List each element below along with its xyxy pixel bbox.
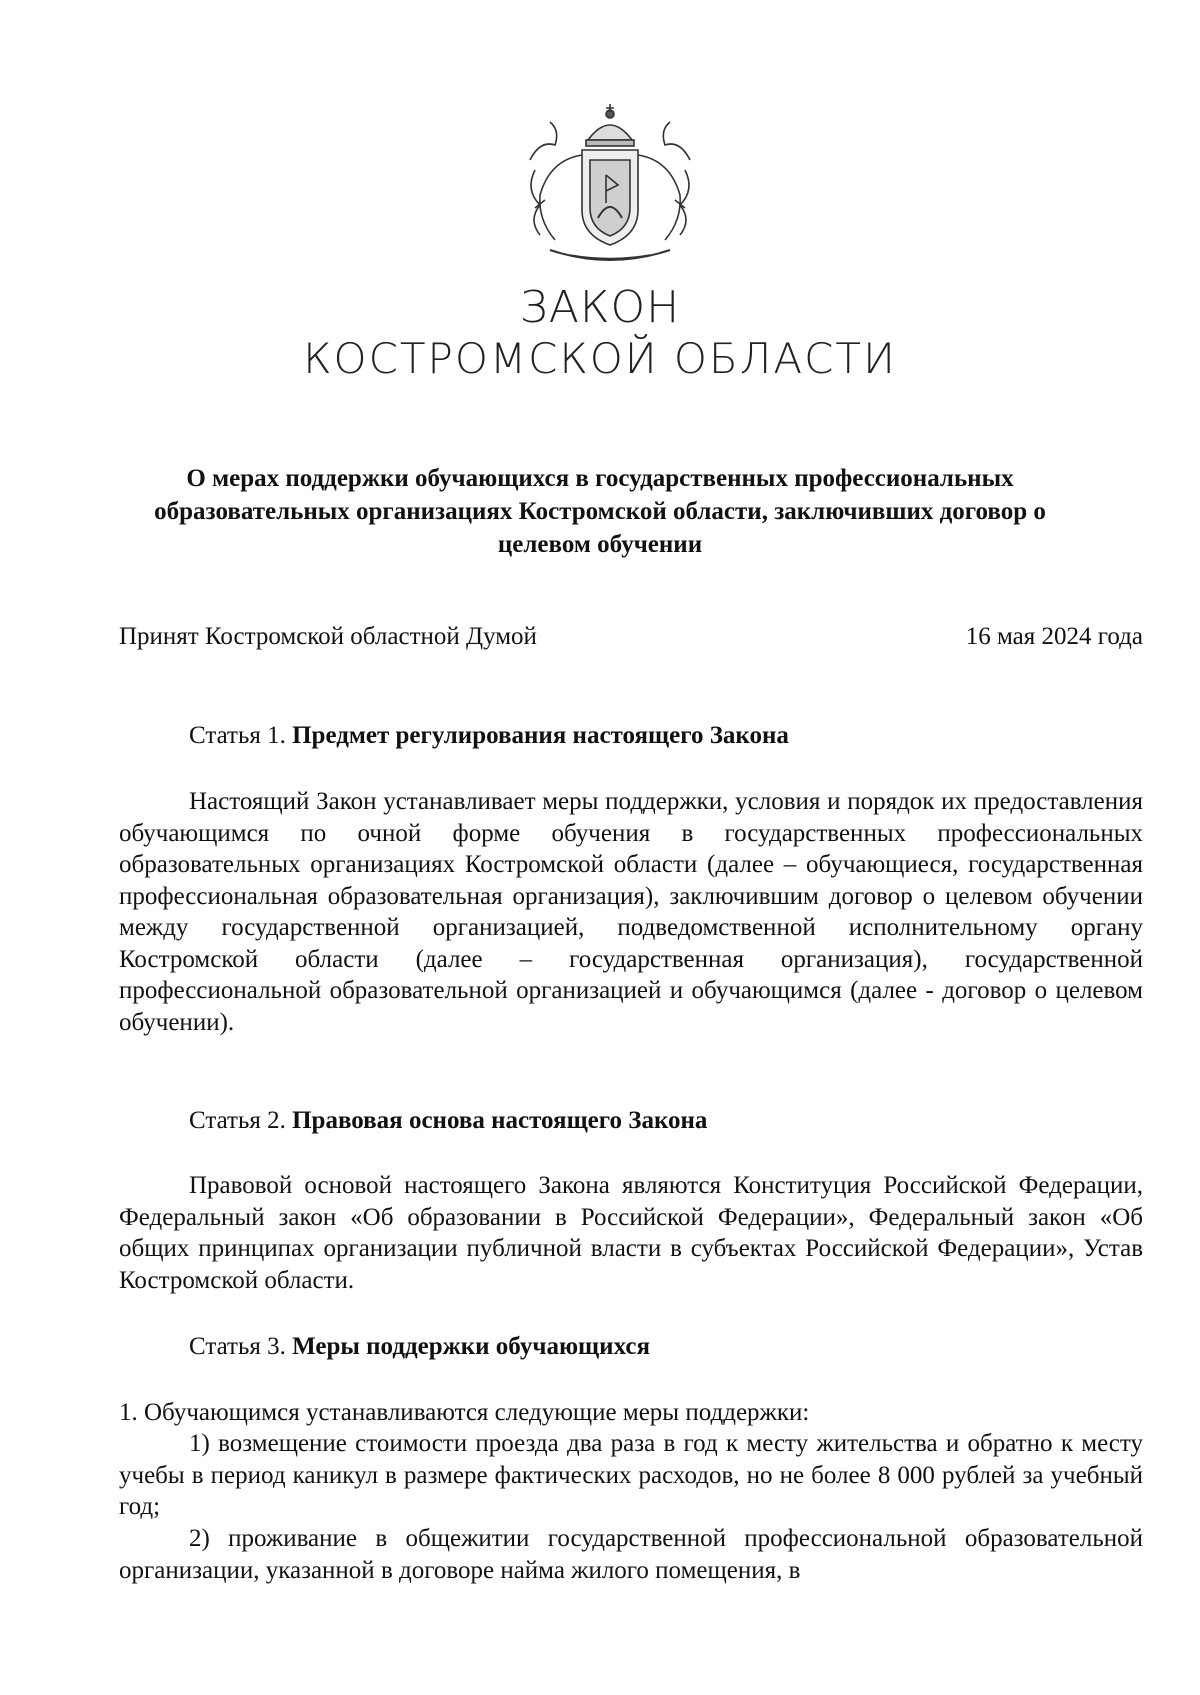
article-3-title: Меры поддержки обучающихся [292, 1333, 650, 1360]
article-2-title: Правовая основа настоящего Закона [292, 1107, 708, 1134]
adopted-by: Принят Костромской областной Думой [119, 623, 537, 650]
article-3-item-2: 1) возмещение стоимости проезда два раза в год к месту жительства и обратно к месту учебы в период каникул в размере фактических расходов, но не более 8 000 рублей за учебный год; [119, 1430, 1143, 1520]
article-2-number: Статья 2. [189, 1107, 286, 1134]
article-3-number: Статья 3. [189, 1333, 286, 1360]
law-title: ЗАКОН [519, 282, 681, 333]
adoption-date: 16 мая 2024 года [965, 623, 1143, 650]
article-1-text: Настоящий Закон устанавливает меры поддержки, условия и порядок их предоставления обучающимся по очной форме обучения в государственных профессиональных образовательных организациях Костромской области (далее – обучающиеся, государственная профессиональная образовательная организация), заключившим договор о целевом обучении между государственной организацией, подведомственной исполнительному органу Костромской области (далее – государственная организация), государственной профессиональной образовательной организацией и обучающимся (далее - договор о целевом обучении). [119, 788, 1143, 1036]
article-1-number: Статья 1. [189, 722, 286, 749]
article-3-item-1: 1. Обучающимся устанавливаются следующие меры поддержки: [119, 1399, 810, 1426]
document-title: О мерах поддержки обучающихся в государственных профессиональных образовательных организациях Костромской области, заключивших договор о целевом обучении [154, 465, 1046, 558]
adoption-line [119, 623, 1143, 651]
article-3-item-3: 2) проживание в общежитии государственной профессиональной образовательной организации, указанной в договоре найма жилого помещения, в [119, 1525, 1143, 1584]
article-1-heading [189, 722, 789, 750]
article-1-title: Предмет регулирования настоящего Закона [292, 722, 789, 749]
coat-of-arms-icon [510, 100, 710, 270]
article-2-heading [189, 1107, 707, 1135]
article-2-text: Правовой основой настоящего Закона являются Конституция Российской Федерации, Федеральный закон «Об образовании в Российской Федерации», Федеральный закон «Об общих принципах организации публичной власти в субъектах Российской Федерации», Устав Костромской области. [119, 1172, 1143, 1294]
law-region: КОСТРОМСКОЙ ОБЛАСТИ [303, 334, 897, 383]
article-3-heading [189, 1333, 650, 1361]
